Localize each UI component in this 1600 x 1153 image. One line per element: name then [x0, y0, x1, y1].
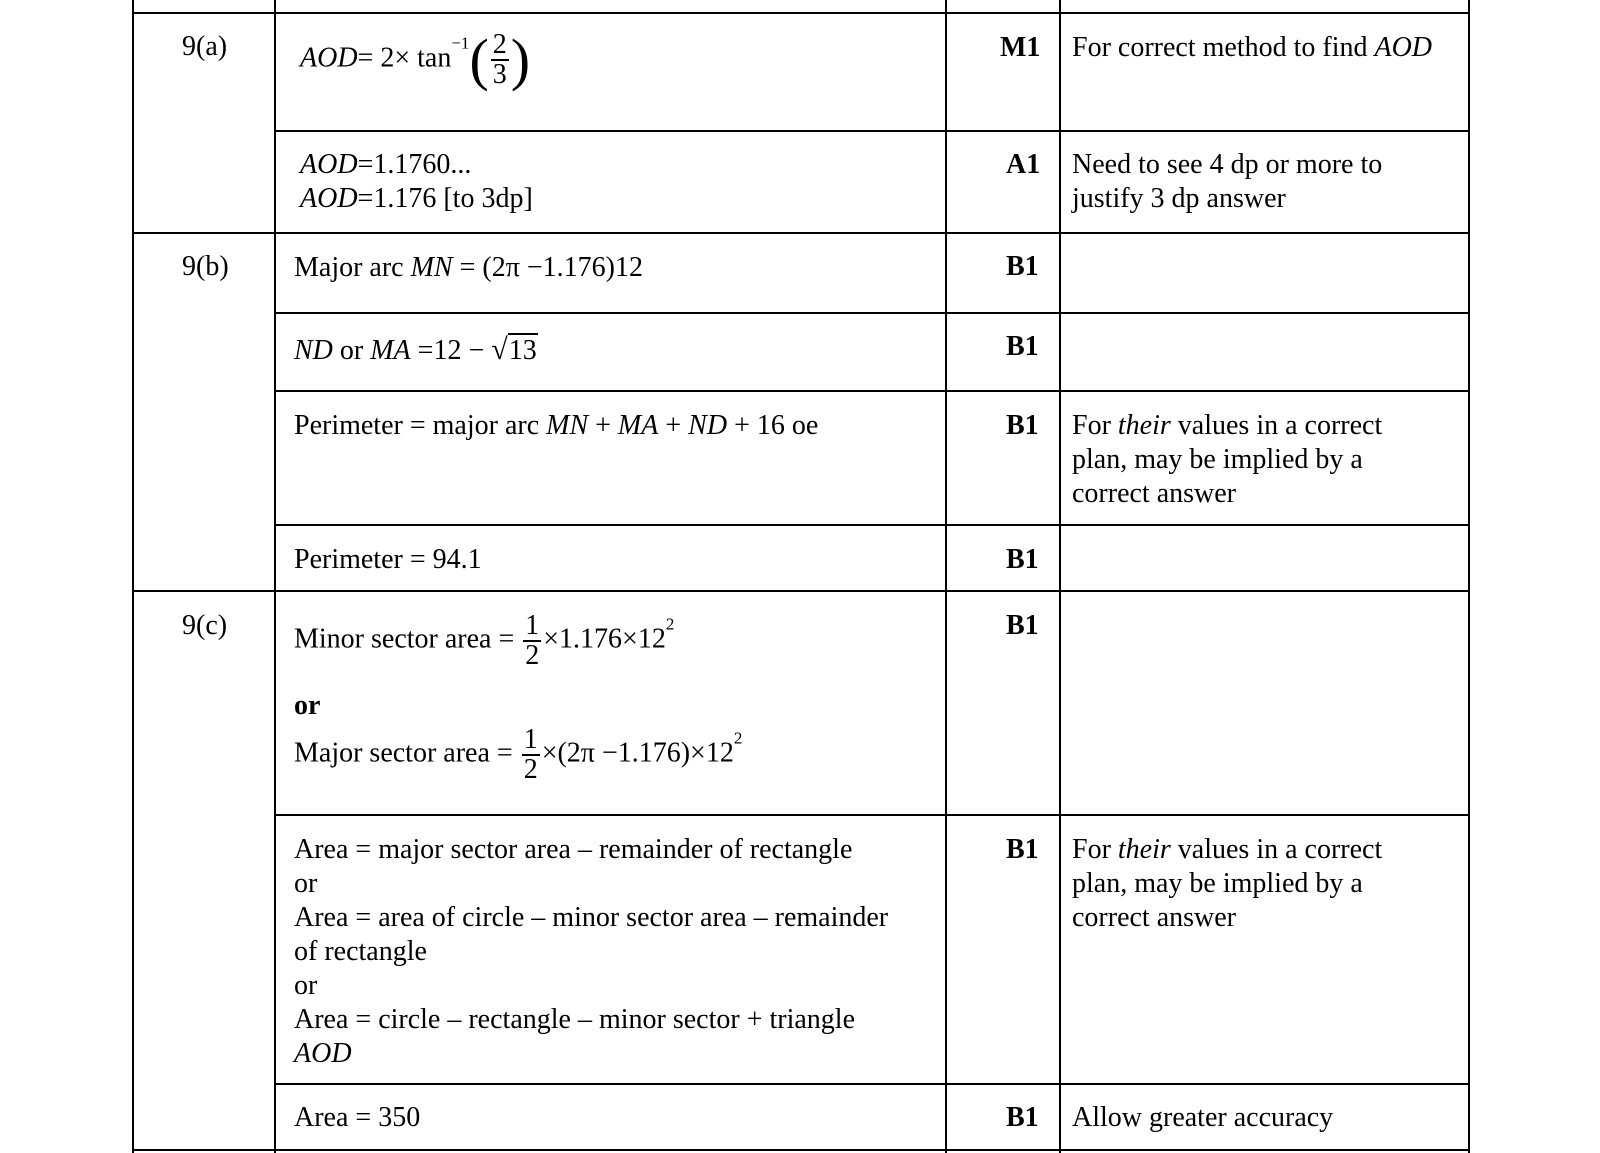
comment-line: Need to see 4 dp or more to: [1072, 149, 1383, 180]
grid-line: [274, 0, 276, 1153]
text: =12 −: [410, 335, 492, 366]
comment-line: plan, may be implied by a: [1072, 868, 1363, 899]
var-ma: MA: [370, 335, 411, 366]
fraction: [523, 612, 541, 670]
numerator: 1: [523, 724, 538, 755]
grid-line: [274, 524, 1470, 526]
q9c-area-method-line: Area = major sector area – remainder of rectangle: [294, 834, 853, 865]
var-ma: MA: [617, 410, 659, 441]
comment-line: correct answer: [1072, 902, 1237, 933]
q9c-area-method-line: Area = circle – rectangle – minor sector + triangle: [294, 1004, 855, 1035]
var-aod: AOD: [300, 42, 358, 74]
formula-text: = 2× tan: [357, 42, 452, 74]
value-text: =1.176 [to 3dp]: [357, 183, 533, 214]
grid-line: [274, 390, 1470, 392]
paren-left: (: [469, 27, 489, 92]
q9c-major-sector: [294, 726, 742, 784]
q9b-major-arc: [294, 254, 643, 282]
expression: ×1.176×12: [543, 623, 666, 655]
grid-line: [945, 0, 947, 1153]
text: + 16 oe: [727, 410, 819, 441]
fraction: [522, 726, 540, 784]
comment-line: correct answer: [1072, 478, 1237, 509]
question-label-9a: 9(a): [182, 31, 228, 62]
q9c-area-method-line: of rectangle: [294, 936, 427, 967]
expression: (2π −1.176)12: [482, 252, 643, 283]
comment-text: For: [1072, 410, 1118, 441]
q9b-nd-ma: [294, 335, 538, 365]
grid-line: [1059, 0, 1061, 1153]
comment-line: plan, may be implied by a: [1072, 444, 1363, 475]
or-keyword: or: [294, 690, 321, 721]
expression: ×(2π −1.176)×12: [541, 737, 734, 769]
denominator: 2: [523, 754, 538, 785]
fraction: [491, 31, 509, 89]
radicand: 13: [508, 335, 537, 366]
var-nd: ND: [688, 410, 728, 441]
text: +: [588, 410, 618, 441]
superscript: 2: [733, 728, 743, 748]
comment-line: [1072, 412, 1382, 440]
text: Minor sector area =: [294, 623, 522, 655]
q9c-area-method-line: Area = area of circle – minor sector area – remainder: [294, 902, 889, 933]
text: Perimeter = major arc: [294, 410, 547, 441]
q9b-perimeter-plan: [294, 412, 818, 440]
var-aod: AOD: [294, 1038, 352, 1069]
mark-b1: B1: [1006, 610, 1039, 641]
grid-line: [274, 312, 1470, 314]
var-mn: MN: [410, 252, 453, 283]
comment-line: [1072, 836, 1382, 864]
q9a-answer-rounded: [300, 185, 533, 213]
grid-line: [274, 130, 1470, 132]
mark-b1: B1: [1006, 410, 1039, 441]
paren-right: ): [510, 27, 531, 92]
var-mn: MN: [546, 410, 589, 441]
denominator: 3: [492, 59, 507, 90]
comment-text: For correct method to find: [1072, 32, 1375, 63]
grid-line: [132, 12, 1470, 14]
mark-b1: B1: [1006, 331, 1039, 362]
text: =: [452, 252, 476, 283]
comment-text: values in a correct: [1170, 410, 1383, 441]
comment-allow-accuracy: Allow greater accuracy: [1072, 1102, 1334, 1133]
q9b-perimeter-answer: Perimeter = 94.1: [294, 544, 482, 575]
var-nd: ND: [294, 335, 333, 366]
mark-a1: A1: [1006, 149, 1041, 180]
text: Major sector area =: [294, 737, 520, 769]
q9c-area-answer: Area = 350: [294, 1102, 421, 1133]
grid-line: [132, 590, 1470, 592]
comment-method-aod: [1072, 34, 1432, 62]
grid-line: [1468, 0, 1470, 1153]
superscript: −1: [451, 33, 470, 53]
text: +: [658, 410, 689, 441]
mark-b1: B1: [1006, 251, 1039, 282]
denominator: 2: [525, 640, 540, 671]
mark-b1: B1: [1006, 834, 1039, 865]
var-aod: AOD: [300, 149, 358, 180]
q9c-area-method-line: or: [294, 970, 318, 1001]
comment-text: For: [1072, 834, 1118, 865]
numerator: 2: [492, 29, 507, 60]
value-text: =1.1760...: [357, 149, 472, 180]
numerator: 1: [525, 610, 540, 641]
q9a-answer-value: [300, 151, 471, 179]
superscript: 2: [665, 614, 675, 634]
q9a-answer-formula: [300, 27, 531, 92]
grid-line: [132, 232, 1470, 234]
q9c-area-method-line: or: [294, 868, 318, 899]
mark-m1: M1: [1000, 32, 1041, 63]
comment-text: values in a correct: [1170, 834, 1383, 865]
question-label-9b: 9(b): [182, 251, 229, 282]
grid-line: [274, 1083, 1470, 1085]
grid-line: [132, 1149, 1470, 1151]
radical-sign: √: [491, 333, 508, 366]
text: Major arc: [294, 252, 411, 283]
grid-line: [132, 0, 134, 1153]
mark-b1: B1: [1006, 544, 1039, 575]
var-aod: AOD: [300, 183, 358, 214]
grid-line: [274, 814, 1470, 816]
comment-line: justify 3 dp answer: [1072, 183, 1286, 214]
var-aod: AOD: [1374, 32, 1433, 63]
mark-b1: B1: [1006, 1102, 1039, 1133]
text: or: [332, 335, 371, 366]
q9c-minor-sector: [294, 612, 674, 670]
square-root: [491, 335, 537, 365]
comment-emphasis: their: [1117, 410, 1171, 441]
comment-emphasis: their: [1117, 834, 1171, 865]
question-label-9c: 9(c): [182, 610, 228, 641]
